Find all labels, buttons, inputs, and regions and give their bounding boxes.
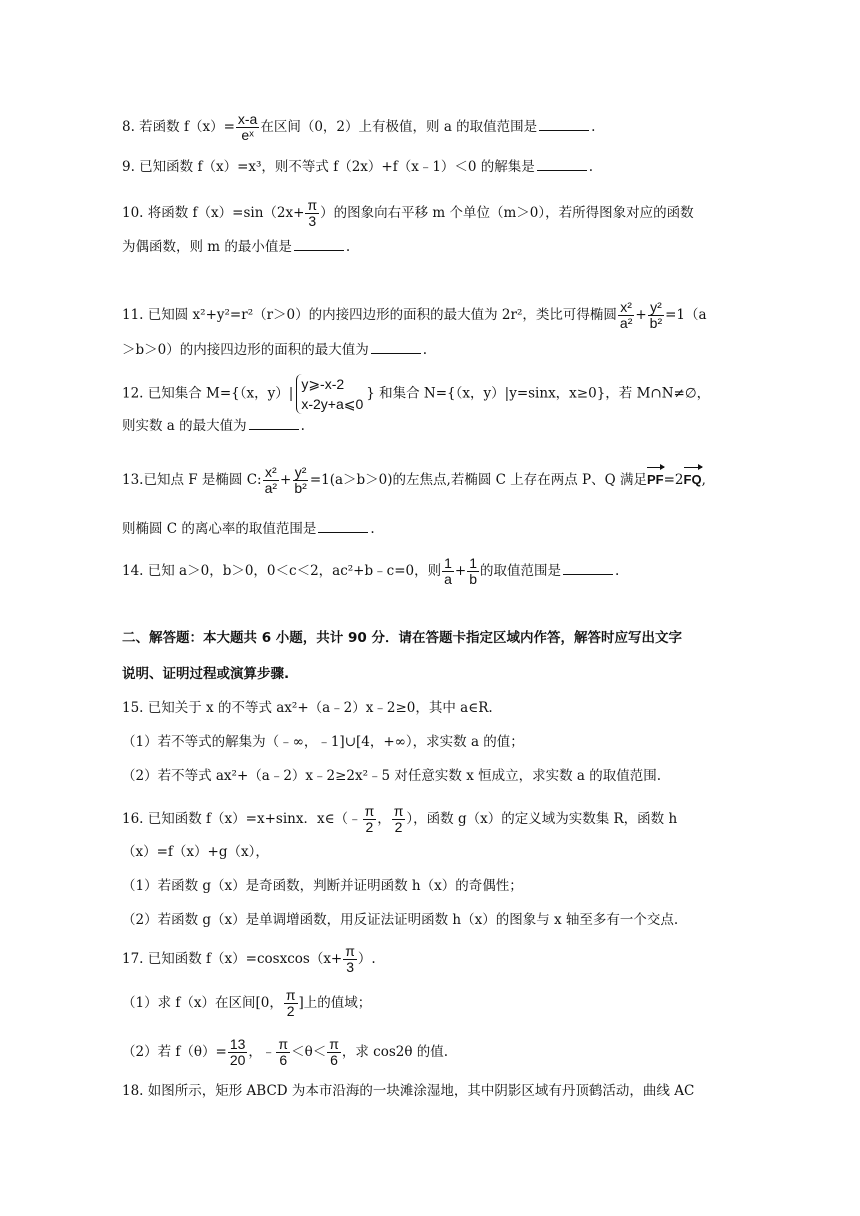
question-16-part2: （2）若函数 g（x）是单调增函数，用反证法证明函数 h（x）的图象与 x 轴至多有一个交点. [122,912,679,928]
fraction: $\frac{\pi}{3}$ [307,197,318,229]
answer-blank [294,238,344,251]
answer-blank [249,417,299,430]
answer-blank [318,520,368,533]
question-13: 13.已知点 F 是椭圆 C: $\frac{\text{x²}}{\text{a²}}$ + $\frac{\text{y²}}{\text{b²}}$ =1(a＞b＞0)的左焦点,若椭圆 C 上存在两点 P、Q 满足PF=2FQ, [122,464,706,496]
fraction: $\frac{\pi}{2}$ [285,987,296,1019]
question-9: 9. 已知函数 f（x）=x³，则不等式 f（2x）+f（x﹣1）＜0 的解集是 . [122,159,594,175]
inequality-system: y⩾-x-2 x-2y+a⩽0 [296,374,363,414]
fraction: $\frac{\pi}{2}$ [393,803,404,835]
section-heading-line2: 说明、证明过程或演算步骤. [122,666,290,682]
answer-blank [537,158,587,171]
fraction: $\frac{1}{a}$ [444,555,452,587]
vector-pf: PF [647,466,664,490]
question-15-part1: （1）若不等式的解集为（﹣∞，﹣1]∪[4，+∞），求实数 a 的值； [122,734,524,750]
fraction: $\frac{13}{20}$ [229,1036,246,1068]
fraction: $\frac{x-a}{\text{eˣ}}$ [237,111,258,143]
question-17: 17. 已知函数 f（x）=cosxcos（x+ $\frac{\pi}{3}$ ）. [122,943,376,975]
question-10: 10. 将函数 f（x）=sin（2x+ $\frac{\pi}{3}$ ）的图象向右平移 m 个单位（m＞0），若所得图象对应的函数 [122,197,694,229]
fraction: $\frac{\text{x²}}{\text{a²}}$ [619,299,633,331]
question-17-part2: （2）若 f（θ）= $\frac{13}{20}$ ，﹣ $\frac{\pi}{6}$ ＜θ＜ $\frac{\pi}{6}$ ，求 cos2θ 的值. [122,1036,449,1068]
answer-blank [371,341,421,354]
question-11-line2: ＞b＞0）的内接四边形的面积的最大值为 . [122,342,428,358]
fraction: $\frac{1}{b}$ [469,555,478,587]
question-15-part2: （2）若不等式 ax²+（a﹣2）x﹣2≥2x²﹣5 对任意实数 x 恒成立，求实数 a 的取值范围. [122,768,662,784]
question-14: 14. 已知 a＞0，b＞0，0＜c＜2，ac²+b﹣c=0，则 $\frac{1}{a}$ + $\frac{1}{b}$ 的取值范围是 . [122,555,620,587]
question-15: 15. 已知关于 x 的不等式 ax²+（a﹣2）x﹣2≥0，其中 a∈R. [122,700,493,716]
fraction: $\frac{\pi}{6}$ [278,1036,289,1068]
question-16-part1: （1）若函数 g（x）是奇函数，判断并证明函数 h（x）的奇偶性； [122,878,523,894]
answer-blank [539,118,589,131]
question-16: 16. 已知函数 f（x）=x+sinx．x∈（﹣ $\frac{\pi}{2}$ ， $\frac{\pi}{2}$ ），函数 g（x）的定义域为实数集 R，函数 h [122,803,678,835]
question-12-line2: 则实数 a 的最大值为 . [122,418,305,434]
question-8: 8. 若函数 f（x）= $\frac{x-a}{\text{eˣ}}$ 在区间（0，2）上有极值，则 a 的取值范围是 . [122,111,596,143]
question-10-line2: 为偶函数，则 m 的最小值是 . [122,239,351,255]
fraction: $\frac{\text{y²}}{\text{b²}}$ [294,464,307,496]
fraction: $\frac{\pi}{2}$ [364,803,375,835]
fraction: $\frac{\pi}{6}$ [329,1036,339,1068]
answer-blank [563,562,613,575]
question-17-part1: （1）求 f（x）在区间[0， $\frac{\pi}{2}$ ]上的值域； [122,987,372,1019]
fraction: $\frac{\text{y²}}{\text{b²}}$ [649,299,663,331]
question-11: 11. 已知圆 x²+y²=r²（r＞0）的内接四边形的面积的最大值为 2r²，类比可得椭圆 $\frac{\text{x²}}{\text{a²}}$ + $\frac{\text{y²}}{\text{b²}}$ =1（a [122,299,707,331]
question-18: 18. 如图所示，矩形 ABCD 为本市沿海的一块滩涂湿地，其中阴影区域有丹顶鹤活动，曲线 AC [122,1083,695,1099]
section-heading: 二、解答题：本大题共 6 小题，共计 90 分．请在答题卡指定区域内作答，解答时应写出文字 [122,630,682,646]
question-13-line2: 则椭圆 C 的离心率的取值范围是 . [122,521,375,537]
fraction: $\frac{\text{x²}}{\text{a²}}$ [264,464,278,496]
question-16-line2: （x）=f（x）+g（x）， [122,844,269,860]
question-12: 12. 已知集合 M={（x，y）|y⩾-x-2 x-2y+a⩽0} 和集合 N={（x，y）|y=sinx，x≥0}，若 M∩N≠∅， [122,376,711,412]
fraction: $\frac{\pi}{3}$ [345,943,355,975]
vector-fq: FQ [684,466,702,490]
